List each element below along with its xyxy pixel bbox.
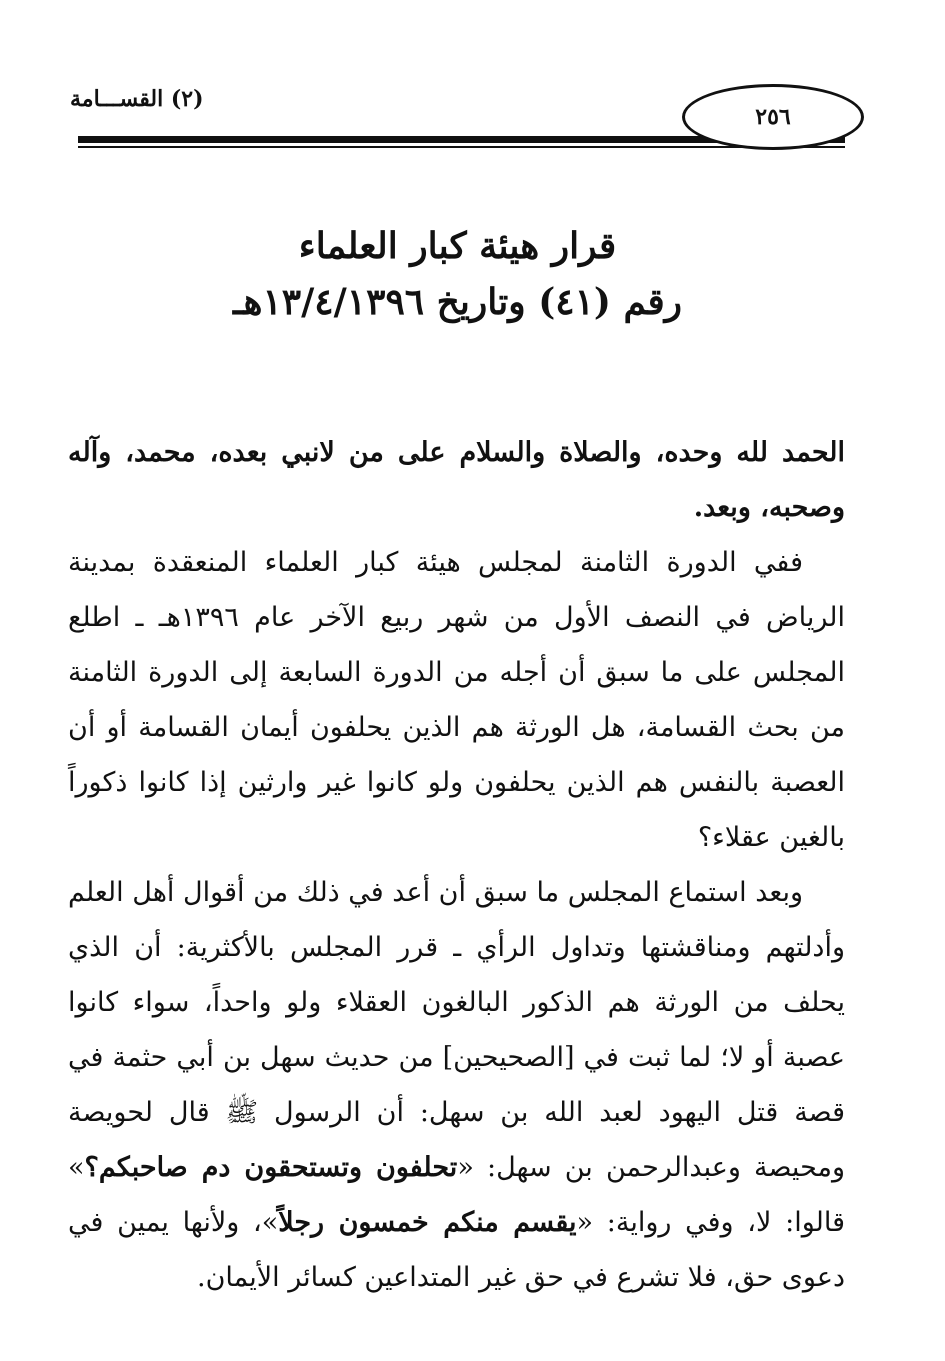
header-rule-thin xyxy=(78,146,845,148)
page-header xyxy=(70,62,845,162)
decision-title-block xyxy=(70,225,845,323)
decision-title: قرار هيئة كبار العلماء xyxy=(298,225,617,267)
paragraph-2-text-c: »، ولأنها يمين في دعوى حق، فلا تشرع في حق غير المتداعين كسائر الأيمان. xyxy=(68,1207,845,1293)
opening-paragraph: الحمد لله وحده، والصلاة والسلام على من لانبي بعده، محمد، وآله وصحبه، وبعد. xyxy=(68,437,845,523)
running-title: (٢) القســـامة xyxy=(70,86,204,112)
paragraph-2-text-b: » قالوا: لا، وفي رواية: « xyxy=(68,1152,845,1238)
hadith-quote-1: تحلفون وتستحقون دم صاحبكم؟ xyxy=(84,1152,458,1183)
hadith-quote-2: يقسم منكم خمسون رجلاً xyxy=(278,1207,577,1238)
document-body xyxy=(68,425,845,1305)
page-number: ٢٥٦ xyxy=(682,84,864,150)
decision-number-date: رقم (٤١) وتاريخ ١٣/٤/١٣٩٦هـ xyxy=(232,281,683,323)
paragraph-2-text-a: وبعد استماع المجلس ما سبق أن أعد في ذلك من أقوال أهل العلم وأدلتهم ومناقشتها وتداول الرأي ـ قرر المجلس بالأكثرية: أن الذي يحلف من الورثة هم الذكور البالغون العقلاء ولو واحداً، سواء كانوا عصبة أو لا؛ لما ثبت في [الصحيحين] من حديث سهل بن أبي حثمة في قصة قتل اليهود لعبد الله بن سهل: أن الرسول ﷺ قال لحويصة ومحيصة وعبدالرحمن بن سهل: « xyxy=(68,877,846,1183)
paragraph-2 xyxy=(68,865,845,1305)
paragraph-1: ففي الدورة الثامنة لمجلس هيئة كبار العلماء المنعقدة بمدينة الرياض في النصف الأول من شهر ربيع الآخر عام ١٣٩٦هـ ـ اطلع المجلس على ما سبق أن أجله من الدورة السابعة إلى الدورة الثامنة من بحث القسامة، هل الورثة هم الذين يحلفون أيمان القسامة أو أن العصبة بالنفس هم الذين يحلفون ولو كانوا غير وارثين إذا كانوا ذكوراً بالغين عقلاء؟ xyxy=(68,547,845,853)
